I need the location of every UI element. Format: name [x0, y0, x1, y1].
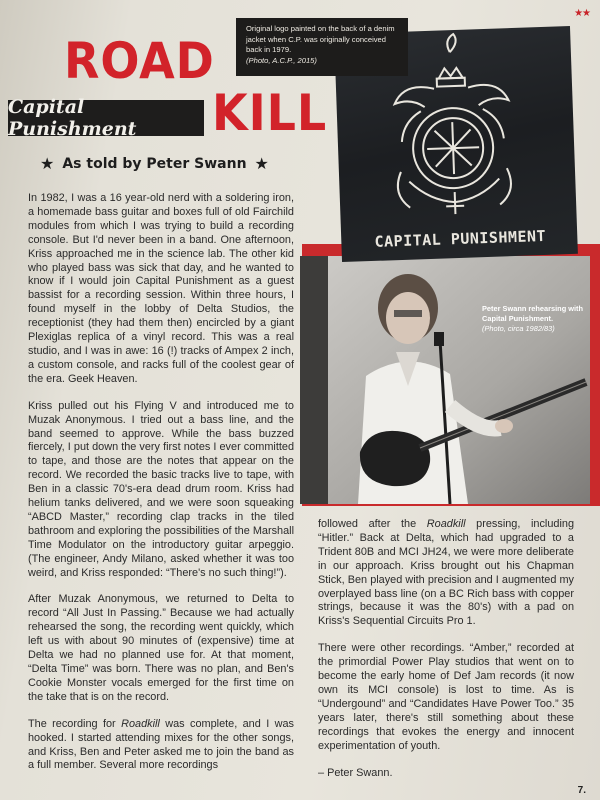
article-paragraph: After Muzak Anonymous, we returned to Delta to record “All Just In Passing.” Because we had actually rehearsed the song, the recording went quickly, which left us with about 90 minutes of (expensive) time at Delta we had no planned use for. At that moment, “Delta Time” was born. There was no plan, and Ben's Cookie Monster vocals emerged for the first time on the take that is on the record. [28, 593, 294, 703]
jacket-logo-text: CAPITAL PUNISHMENT [374, 226, 547, 251]
rehearsal-photo [300, 256, 590, 504]
article-right-column [318, 518, 574, 793]
album-title: Roadkill [426, 518, 466, 530]
article-paragraph [318, 518, 574, 629]
page-number: 7. [577, 785, 586, 796]
band-name-banner [8, 96, 204, 140]
article-text: The recording for [28, 717, 122, 730]
corner-stars: ★★ [574, 8, 590, 19]
article-text: followed after the [318, 518, 427, 530]
photo-caption-credit: (Photo, circa 1982/83) [482, 324, 555, 333]
article-paragraph [28, 718, 294, 774]
article-paragraph: Kriss pulled out his Flying V and introduced me to Muzak Anonymous. I tried out a bass line, and the band seemed to approve. While the bass buzzed fiercely, I put down the very first notes I ever committed to tape, and those are the notes that appear on the record. We recorded the basic tracks live to tape, with Ben in a classic 70's-era dead drum room. Kriss had helium tanks delivered, and we were soon squeaking “ABCD Master,” recording clap tracks in the tiled bathroom and exploring the possibilities of the Marshall Time Modulator on the introductory guitar arpeggio. (The engineer, Andy Milano, asked whether it was too weird, and Kriss responded: “There's no such thing!”). [28, 399, 294, 579]
star-icon: ★ [40, 154, 55, 173]
byline-text: As told by Peter Swann [62, 155, 247, 172]
signature: – Peter Swann. [318, 766, 393, 779]
bassist-photo-icon [300, 256, 590, 504]
article-paragraph: There were other recordings. “Amber,” recorded at the primordial Power Play studios that went on to become the early home of Def Jam records (it now own its MCI console) is lost to time. As is “Undergound” and “Candidates Have Power Too.” 35 years later, there's still something about these recordings that evokes the energy and innocent experimentation of youth. [318, 642, 574, 752]
jacket-caption-text: Original logo painted on the back of a denim jacket when C.P. was originally conceived back in 1979. [246, 24, 395, 54]
photo-caption-text: Peter Swann rehearsing with Capital Punishment. [482, 304, 584, 323]
byline [40, 154, 280, 173]
album-title: Roadkill [121, 717, 160, 730]
jacket-caption [236, 18, 408, 76]
title-road: ROAD [64, 32, 215, 90]
article-paragraph: In 1982, I was a 16 year-old nerd with a soldering iron, a homemade bass guitar and boxes full of old Fairchild modules from which I was trying to build a recording console. But I'd never been in a band. One afternoon, Kriss approached me in the science lab. The other kid who played bass was sick that day, and he wanted to know if I would join Capital Punishment as a guest bassist for a recording session. Within three hours, I found myself in the lobby of Delta Studios, the receptionist (they had them then) encircled by a giant Plexiglas replica of a vinyl record. This was a real studio, and I was in awe: 16 (!) tracks of Ampex 2 inch, a custom console, and racks full of the coolest gear of the era. Geek Heaven. [28, 192, 294, 385]
band-name: Capital Punishment [8, 96, 137, 140]
article-left-column [28, 192, 294, 786]
star-icon: ★ [254, 154, 269, 173]
jacket-caption-credit: (Photo, A.C.P., 2015) [246, 55, 317, 65]
photo-caption [482, 304, 592, 334]
article-text: pressing, including “Hitler.” Back at Delta, which had upgraded to a Trident 80B and MCI JH24, we were more deliberate in our approach. Kriss brought out his Chapman Stick, Ben played with precision and I augmented my overplayed bass line (on a BC Rich bass with copper strings, because it was the 80's) with a pad on Kriss's Sequential Circuits Pro 1. [318, 518, 574, 628]
article-text: was complete, and I was hooked. I started attending mixes for the other songs, and Kriss, Ben and Peter asked me to join the band as a full member. Several more recordings [28, 717, 294, 772]
title-kill: KILL [212, 84, 328, 142]
